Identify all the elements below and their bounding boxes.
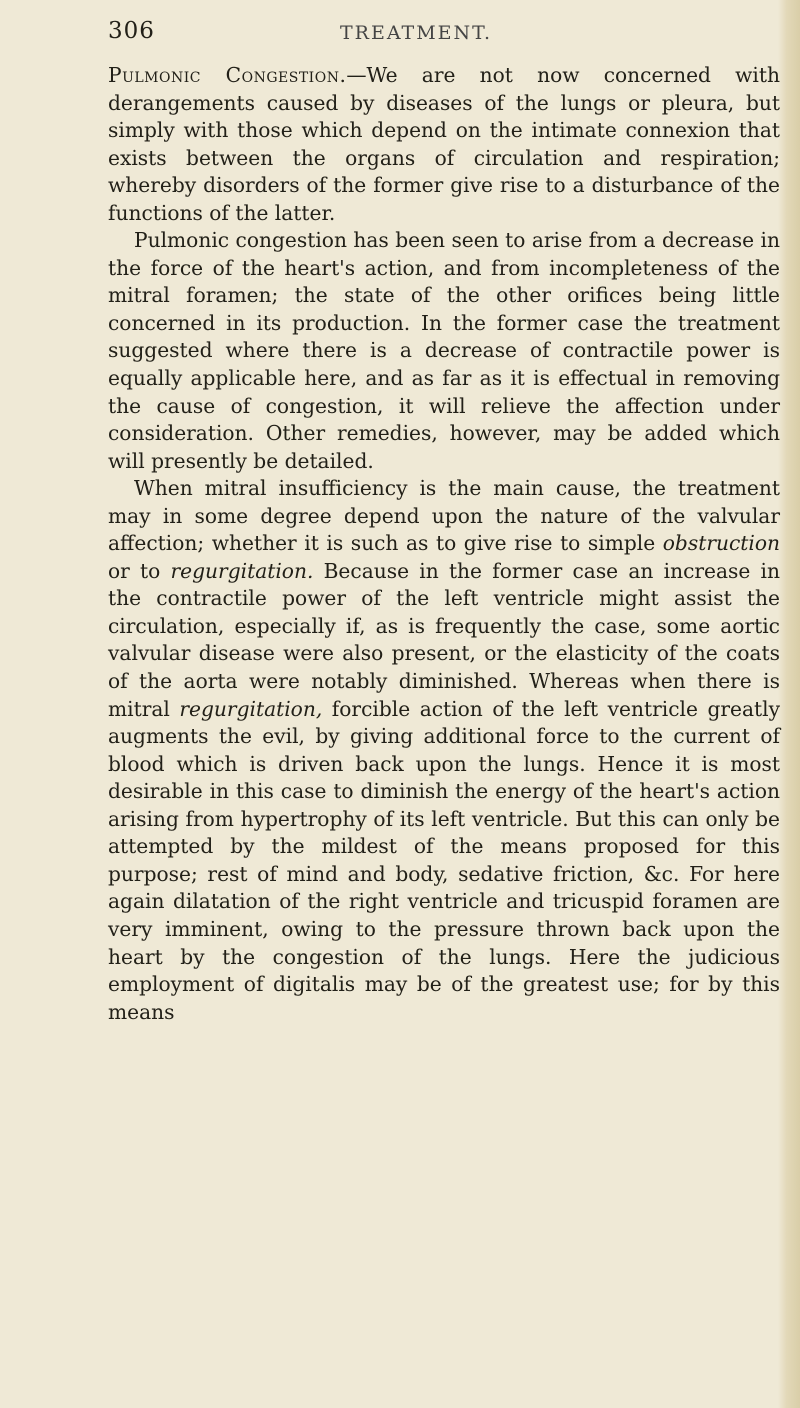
paragraph-text: Pulmonic congestion has been seen to arise from a decrease in the force of the heart's action, and from incompleteness of the mitral foramen; the state of the other orifices being little concerned in its production. In the former case the treatment suggested where there is a decrease of contractile power is equally applicable here, and as far as it is effectual in removing the cause of congestion, it will relieve the affection under consideration. Other remedies, however, may be added which will presently be detailed. (108, 228, 780, 473)
page-number: 306 (108, 18, 155, 44)
italic-term-regurgitation-2: regurgitation, (179, 696, 323, 721)
paragraph-text: Because in the former case an increase in the contractile power of the left ventricle might assist the circulation, especially if, as is frequently the case, some aortic valvular disease were also present, or the elasticity of the coats of the aorta were notably diminished. Whereas when there is mitral (108, 558, 781, 721)
paragraph-3 (108, 475, 780, 1026)
page-edge-shadow (778, 0, 800, 1408)
italic-term-obstruction: obstruction (662, 531, 780, 556)
paragraph-text: or to (108, 558, 171, 583)
book-page (108, 0, 780, 1026)
paragraph-1 (108, 62, 780, 227)
section-heading: Pulmonic Congestion. (108, 63, 347, 87)
paragraph-text: When mitral insufficiency is the main cause, the treatment may in some degree depend upon the nature of the valvular affection; whether it is such as to give rise to simple (108, 476, 780, 556)
italic-term-regurgitation: regurgitation. (170, 558, 314, 583)
running-title: TREATMENT. (340, 22, 493, 44)
paragraph-text: —We are not now concerned with derangements caused by diseases of the lungs or pleura, but simply with those which depend on the intimate connexion that exists between the organs of circulation and respiration; whereby disorders of the former give rise to a disturbance of the functions of the latter. (108, 63, 780, 225)
paragraph-text: forcible action of the left ventricle greatly augments the evil, by giving additional force to the current of blood which is driven back upon the lungs. Hence it is most desirable in this case to diminish the energy of the heart's action arising from hypertrophy of its left ventricle. But this can only be attempted by the mildest of the means proposed for this purpose; rest of mind and body, sedative friction, &c. For here again dilatation of the right ventricle and tricuspid foramen are very imminent, owing to the pressure thrown back upon the heart by the congestion of the lungs. Here the judicious employment of digitalis may be of the greatest use; for by this means (108, 696, 780, 1024)
paragraph-2 (108, 227, 780, 475)
body-text (108, 62, 780, 1026)
running-head (108, 0, 780, 58)
